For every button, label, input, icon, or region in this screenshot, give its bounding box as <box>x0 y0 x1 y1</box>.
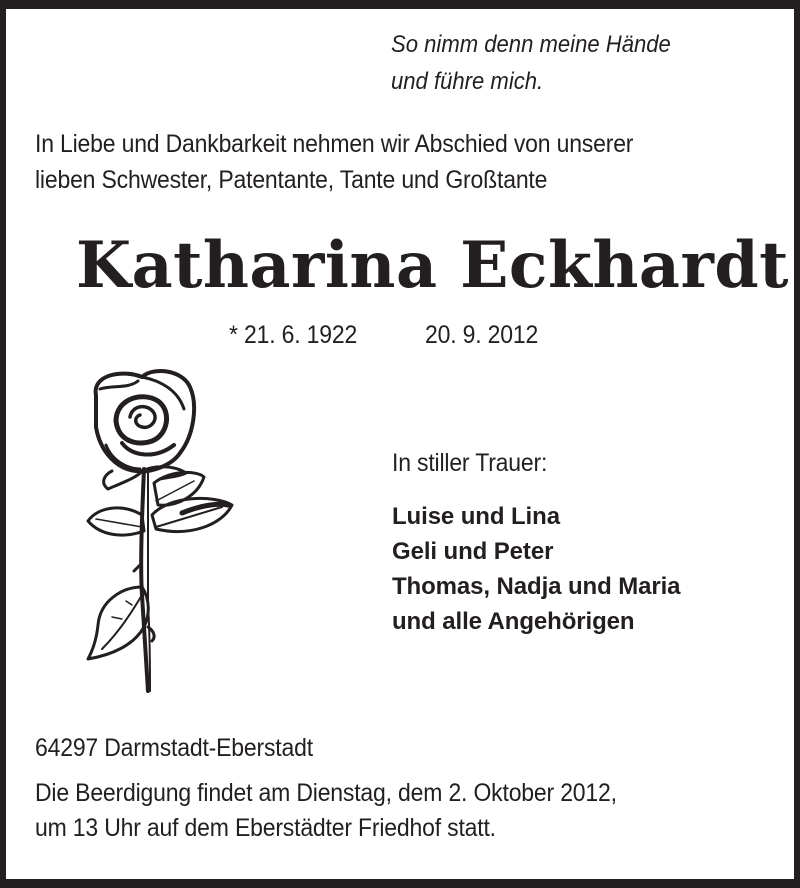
mourner-line-2: Geli und Peter <box>392 538 554 565</box>
quote-line-1: So nimm denn meine Hände <box>391 31 671 58</box>
intro-line-1: In Liebe und Dankbarkeit nehmen wir Abschied von unserer <box>35 130 634 158</box>
obituary-card <box>6 9 794 879</box>
rose-icon <box>82 365 242 695</box>
deceased-name: Katharina Eckhardt <box>76 228 789 303</box>
funeral-info-line-2: um 13 Uhr auf dem Eberstädter Friedhof statt. <box>35 814 496 842</box>
funeral-info-line-1: Die Beerdigung findet am Dienstag, dem 2. Oktober 2012, <box>35 779 617 807</box>
quote-line-2: und führe mich. <box>391 68 544 95</box>
mourner-line-4: und alle Angehörigen <box>392 608 635 635</box>
mourning-label: In stiller Trauer: <box>392 449 548 477</box>
mourner-line-3: Thomas, Nadja und Maria <box>392 573 681 600</box>
address: 64297 Darmstadt-Eberstadt <box>35 734 313 762</box>
birth-date: * 21. 6. 1922 <box>229 321 358 349</box>
intro-line-2: lieben Schwester, Patentante, Tante und Großtante <box>35 166 548 194</box>
mourner-line-1: Luise und Lina <box>392 503 560 530</box>
death-date: 20. 9. 2012 <box>425 321 539 349</box>
